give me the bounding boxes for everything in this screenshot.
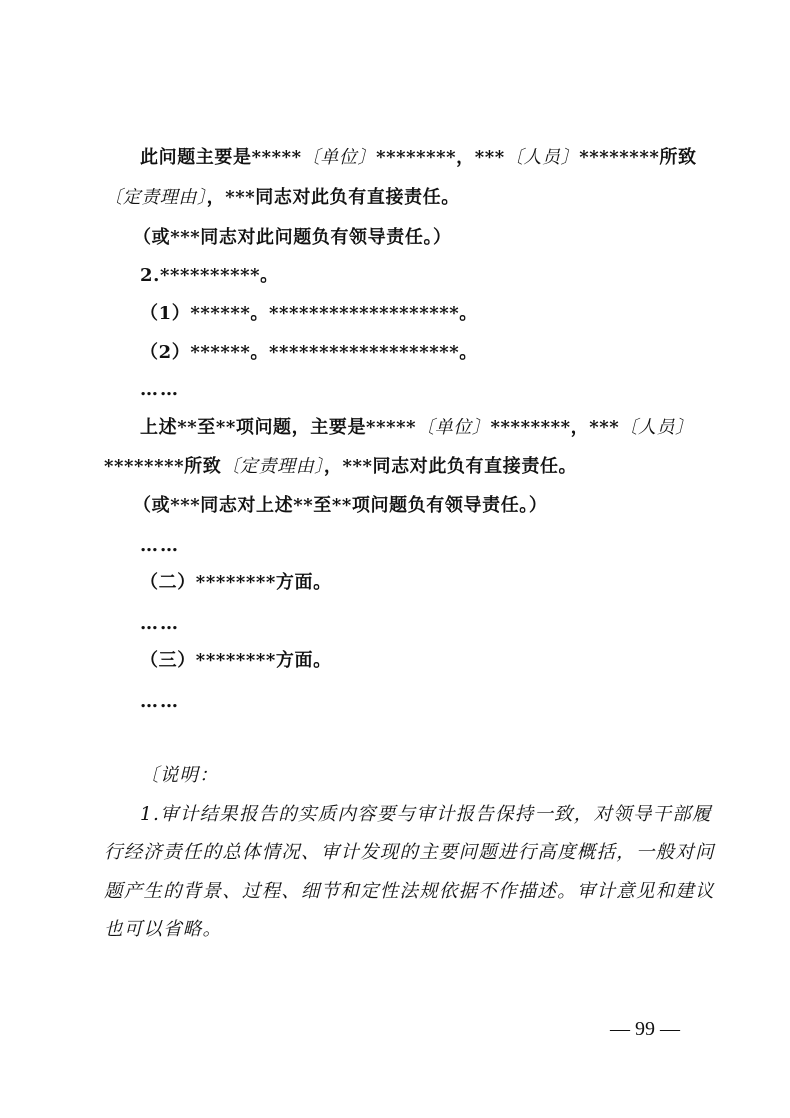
note-line-3: 题产生的背景、过程、细节和定性法规依据不作描述。审计意见和建议	[104, 881, 715, 902]
para2-reason-placeholder: 〔定责理由〕	[221, 456, 324, 477]
item-2-2: （2）******。*******************。	[140, 342, 478, 363]
para2-person-placeholder: 〔人员〕	[619, 417, 694, 438]
para1-alternative: （或***同志对此问题负有领导责任。）	[133, 227, 452, 248]
para1-line1	[140, 146, 697, 170]
para1-line2-text: ，***同志对此负有直接责任。	[206, 187, 460, 208]
para2-alternative: （或***同志对上述**至**项问题负有领导责任。）	[133, 495, 548, 516]
section-2-heading: （二）********方面。	[140, 572, 332, 593]
item-2-heading: 2.**********。	[140, 265, 279, 286]
para1-unit-placeholder: 〔单位〕	[301, 147, 377, 168]
para1-reason-placeholder: 〔定责理由〕	[104, 187, 207, 208]
para2-unit-placeholder: 〔单位〕	[416, 417, 491, 438]
para1-text-a: 此问题主要是*****	[140, 147, 302, 168]
ellipsis-2: ……	[140, 535, 180, 556]
para2-line2-text-c: ，***同志对此负有直接责任。	[323, 456, 578, 477]
note-line-1: 1.审计结果报告的实质内容要与审计报告保持一致，对领导干部履	[140, 804, 712, 825]
para1-text-c: ********，***	[376, 147, 505, 168]
para1-line2	[104, 186, 460, 210]
note-line-2: 行经济责任的总体情况、审计发现的主要问题进行高度概括，一般对问	[104, 842, 715, 863]
para2-text-a: 上述**至**项问题，主要是*****	[140, 417, 417, 438]
page-number: — 99 —	[610, 1018, 680, 1040]
para1-person-placeholder: 〔人员〕	[504, 147, 580, 168]
para2-line1	[140, 416, 694, 440]
para2-text-c: ********，***	[490, 417, 620, 438]
note-line-4: 也可以省略。	[104, 919, 223, 940]
ellipsis-4: ……	[140, 691, 180, 712]
para1-text-e: ********所致	[579, 147, 697, 168]
para2-line2	[104, 455, 577, 479]
para2-line2-text-a: ********所致	[104, 456, 222, 477]
ellipsis-3: ……	[140, 613, 180, 634]
note-title: 〔说明：	[140, 765, 219, 786]
section-3-heading: （三）********方面。	[140, 650, 332, 671]
item-2-1: （1）******。*******************。	[140, 303, 478, 324]
ellipsis-1: ……	[140, 379, 180, 400]
